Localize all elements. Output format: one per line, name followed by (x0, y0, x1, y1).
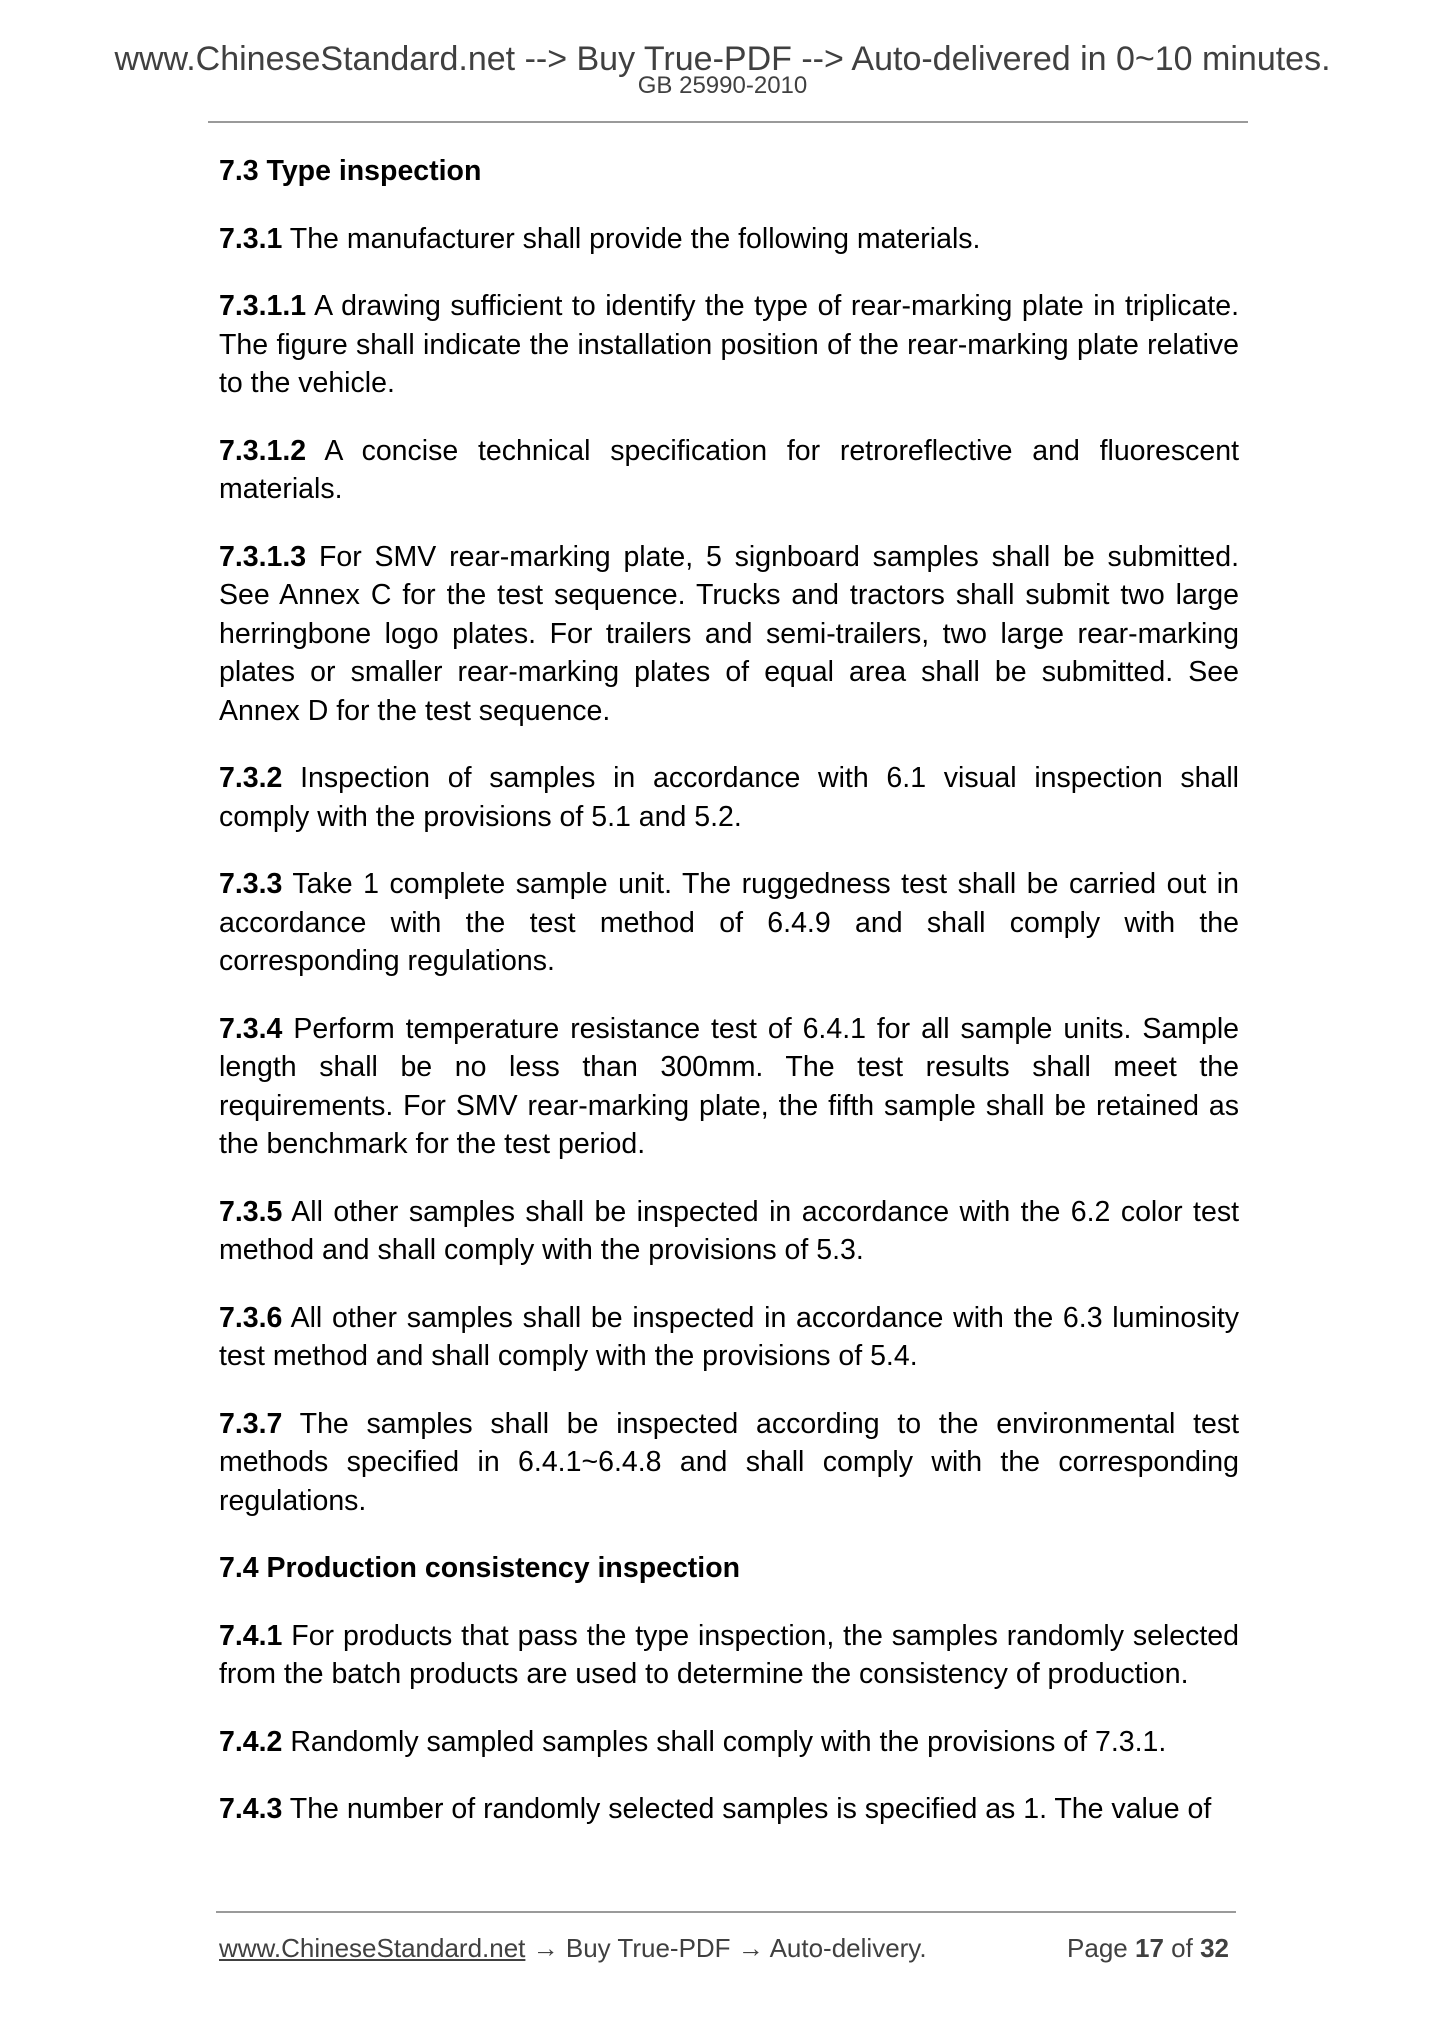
paragraph (219, 1193, 1239, 1270)
clause-text: Randomly sampled samples shall comply with the provisions of 7.3.1. (290, 1725, 1167, 1758)
clause-number: 7.3.1.2 (219, 434, 307, 467)
document-body (219, 152, 1239, 1858)
clause-number: 7.3.1.3 (219, 540, 307, 573)
header-divider (208, 121, 1248, 123)
of-label: of (1171, 1933, 1193, 1963)
clause-text: Perform temperature resistance test of 6.4.1 for all sample units. Sample length shall be no less than 300mm. The test results shall meet the requirements. For SMV rear-marking plate, the fifth sample shall be retained as the benchmark for the test period. (219, 1012, 1240, 1160)
page-indicator (1067, 1930, 1229, 1966)
paragraph (219, 220, 1239, 259)
clause-text: The manufacturer shall provide the following materials. (289, 222, 981, 255)
paragraph (219, 1010, 1239, 1164)
clause-text: A concise technical specification for retroreflective and fluorescent materials. (219, 434, 1239, 505)
paragraph (219, 759, 1239, 836)
clause-number: 7.4.1 (219, 1619, 283, 1652)
clause-text: The samples shall be inspected according to the environmental test methods specified in 6.4.1~6.4.8 and shall comply with the corresponding regulations. (219, 1407, 1240, 1517)
clause-text: All other samples shall be inspected in accordance with the 6.3 luminosity test method and shall comply with the provisions of 5.4. (219, 1301, 1239, 1372)
section-heading: 7.3 Type inspection (219, 155, 482, 187)
paragraph (219, 865, 1239, 981)
clause-text: A drawing sufficient to identify the type of rear-marking plate in triplicate. The figure shall indicate the installation position of the rear-marking plate relative to the vehicle. (219, 290, 1239, 399)
clause-number: 7.3.2 (219, 762, 283, 794)
footer-divider (216, 1911, 1236, 1913)
clause-number: 7.3.4 (219, 1012, 283, 1045)
clause-number: 7.4.3 (219, 1793, 283, 1825)
clause-number: 7.3.1 (219, 222, 283, 255)
clause-text: Inspection of samples in accordance with 6.1 visual inspection shall comply with the provisions of 5.1 and 5.2. (219, 762, 1239, 833)
paragraph (219, 1299, 1239, 1376)
paragraph (219, 1723, 1239, 1762)
paragraph (219, 432, 1239, 509)
section-heading: 7.4 Production consistency inspection (219, 1552, 741, 1584)
paragraph (219, 1617, 1239, 1694)
clause-number: 7.4.2 (219, 1725, 283, 1758)
clause-text: All other samples shall be inspected in accordance with the 6.2 color test method and shall comply with the provisions of 5.3. (219, 1195, 1239, 1266)
footer-tagline: → Buy True-PDF → Auto-delivery. (525, 1933, 927, 1963)
page-number: 17 (1135, 1933, 1164, 1963)
clause-number: 7.3.6 (219, 1301, 283, 1334)
paragraph (219, 1405, 1239, 1521)
document-id: GB 25990-2010 (637, 72, 808, 99)
clause-text: The number of randomly selected samples is specified as 1. The value of (289, 1793, 1212, 1825)
clause-number: 7.3.1.1 (219, 290, 307, 322)
site-banner: www.ChineseStandard.net --> Buy True-PDF --> Auto-delivered in 0~10 minutes. (114, 40, 1331, 78)
clause-text: For products that pass the type inspection, the samples randomly selected from the batch products are used to determine the consistency of production. (219, 1619, 1239, 1690)
clause-text: For SMV rear-marking plate, 5 signboard samples shall be submitted. See Annex C for the test sequence. Trucks and tractors shall submit two large herringbone logo plates. For trailers and semi-trailers, two large rear-marking plates or smaller rear-marking plates of equal area shall be submitted. See Annex D for the test sequence. (219, 540, 1239, 727)
clause-number: 7.3.5 (219, 1195, 283, 1228)
paragraph (219, 287, 1239, 403)
paragraph (219, 538, 1239, 731)
paragraph (219, 1790, 1239, 1829)
page-label: Page (1067, 1933, 1128, 1963)
clause-text: Take 1 complete sample unit. The ruggedness test shall be carried out in accordance with the test method of 6.4.9 and shall comply with the corresponding regulations. (219, 868, 1239, 977)
page-total: 32 (1200, 1933, 1229, 1963)
clause-number: 7.3.7 (219, 1407, 283, 1440)
page-footer (219, 1930, 1229, 1966)
clause-number: 7.3.3 (219, 868, 283, 900)
site-link[interactable]: www.ChineseStandard.net (219, 1933, 526, 1963)
